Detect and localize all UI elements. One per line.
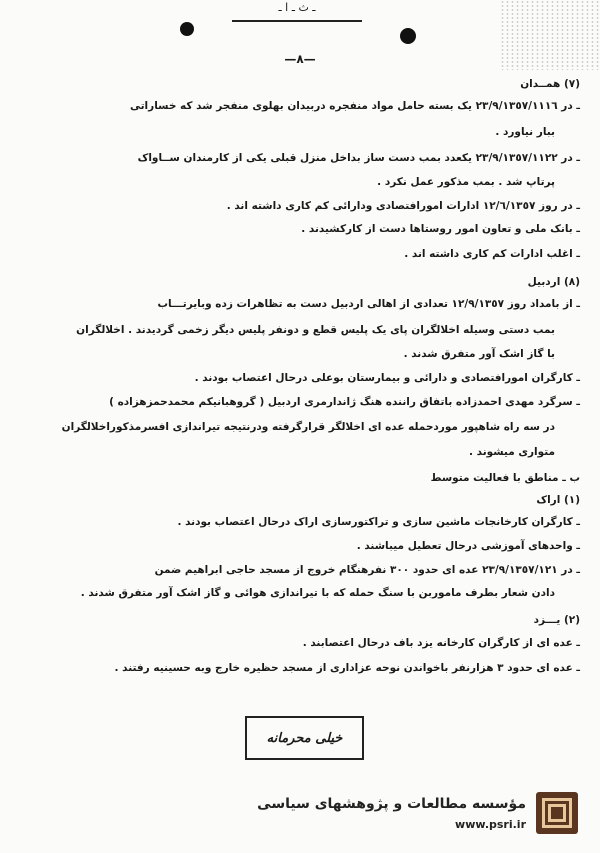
- footer-title: مؤسسه مطالعات و پژوهشهای سیاسی: [257, 796, 526, 812]
- header-strip: ـ ث ـ ا ـ: [232, 0, 362, 22]
- document-line: ب ـ مناطق با فعالیت متوسط: [430, 472, 580, 484]
- document-line: ـ اغلب ادارات کم کاری داشته اند .: [404, 248, 580, 260]
- page-number: —٨—: [284, 52, 316, 66]
- document-line: ـ از بامداد روز ١٢/٩/١٣٥٧ تعدادی از اهالی اردبیل دست به تظاهرات زده وبایرتـــاب: [157, 298, 580, 310]
- document-line: متواری میشوند .: [469, 446, 555, 458]
- footer: [0, 790, 600, 840]
- document-line: ـ عده ای حدود ٣ هزارنفر باخواندن نوحه عزاداری از مسجد حظیره خارج وبه حسینیه رفتند .: [114, 662, 580, 674]
- document-line: ـ کارگران کارخانجات ماشین سازی و تراکتورسازی اراک درحال اعتصاب بودند .: [177, 516, 580, 528]
- document-line: در سه راه شاهپور موردحمله عده ای اخلالگر قرارگرفته ودرنتیجه تیراندازی افسرمذکوراخلالگران: [61, 421, 555, 433]
- document-line: (٢) یـــزد: [533, 614, 580, 626]
- document-line: (١) اراک: [536, 494, 580, 506]
- document-line: ـ در ٢٣/٩/١٣٥٧/١١٢٢ یکعدد بمب دست ساز بداخل منزل قبلی یکی از کارمندان ســاواک: [137, 152, 580, 164]
- document-line: بمب دستی وسیله اخلالگران پای یک پلیس قطع و دونفر پلیس دیگر زخمی گردیدند . اخلالگران: [76, 324, 555, 336]
- document-line: ـ واحدهای آموزشی درحال تعطیل میباشند .: [356, 540, 580, 552]
- institute-logo-icon: [536, 792, 578, 834]
- confidential-stamp: خیلی محرمانه: [245, 716, 364, 760]
- document-line: ـ سرگرد مهدی احمدزاده باتفاق راننده هنگ ژاندارمری اردبیل ( گروهبانیکم محمدحمزهزاده ): [109, 396, 580, 408]
- footer-url[interactable]: www.psri.ir: [455, 818, 526, 831]
- document-line: با گاز اشک آور متفرق شدند .: [403, 348, 555, 360]
- document-line: پرتاپ شد . بمب مذکور عمل نکرد .: [377, 176, 555, 188]
- scan-noise: [500, 0, 600, 70]
- punch-hole: [400, 28, 416, 44]
- punch-hole: [180, 22, 194, 36]
- document-line: ـ کارگران امورافتصادی و دارائی و بیمارستان بوعلی درحال اعتصاب بودند .: [194, 372, 580, 384]
- document-line: ببار نیاورد .: [495, 126, 555, 138]
- document-line: (٧) همــدان: [520, 78, 580, 90]
- document-line: دادن شعار بطرف ماموربن با سنگ حمله که با تیراندازی هوائی و گاز اشک آور متفرق شدند .: [80, 587, 555, 599]
- document-line: ـ در ٢٣/٩/١٣٥٧/١٢١ عده ای حدود ٣٠٠ نفرهنگام خروج از مسجد حاجی ابراهیم ضمن: [154, 564, 580, 576]
- document-line: (٨) اردبیل: [527, 276, 580, 288]
- document-line: ـ بانک ملی و تعاون امور روستاها دست از کارکشیدند .: [301, 223, 580, 235]
- document-line: ـ عده ای از کارگران کارخانه یزد باف درحال اعتصابند .: [302, 637, 580, 649]
- document-line: ـ در روز ١٢/٦/١٣٥٧ ادارات امورافتصادی ودارائی کم کاری داشته اند .: [226, 200, 580, 212]
- document-line: ـ در ٢٣/٩/١٣٥٧/١١١٦ یک بسته حامل مواد منفجره دربیدان بهلوی منفجر شد که خساراتی: [129, 100, 580, 112]
